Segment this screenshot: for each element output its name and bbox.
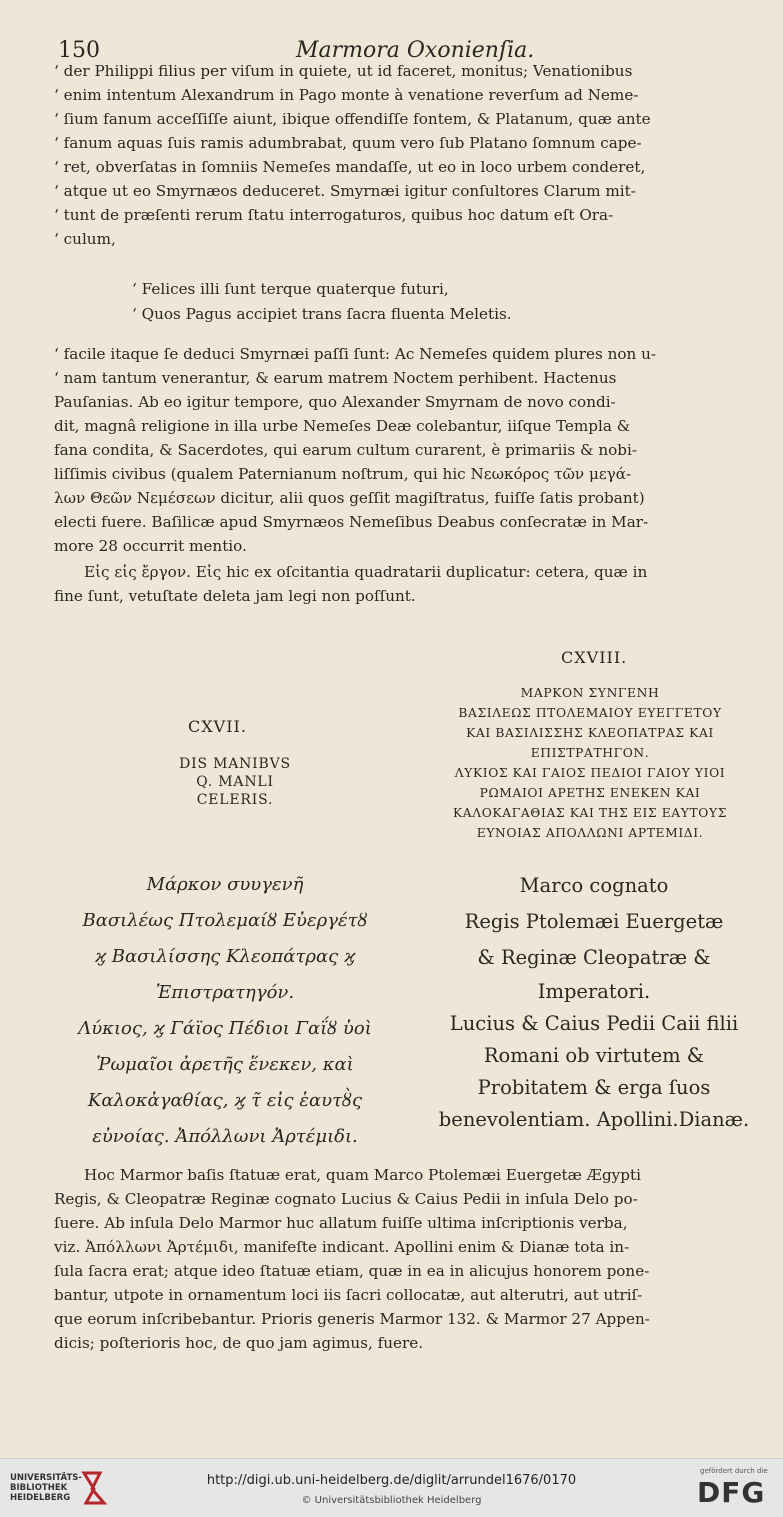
page-number: 150 <box>58 38 100 63</box>
text-line: ‘ ret, obverſatas in ſomniis Nemeſes mandaſſe, ut eo in loco urbem conderet, <box>54 158 646 176</box>
latin-line: Marco cognato <box>519 874 669 897</box>
inscription-118-number: CXVIII. <box>561 648 628 667</box>
greek-line: ϗ Βασιλίσσης Κλεοπάτρας ϗ <box>94 946 356 967</box>
text-line: ‘ culum, <box>54 230 116 248</box>
text-line: λων Θεῶν Νεμέσεων dicitur, alii quos geſſit magiſtratus, fuiſſe ſatis probant) <box>54 489 645 507</box>
text-line: viz. Ἀπόλλωνι Ἀρτέμιδι, manifeſte indicant. Apollini enim & Dianæ tota in- <box>54 1238 630 1256</box>
inscription-118-line: ΒΑΣΙΛΕΩΣ ΠΤΟΛΕΜΑΙΟΥ ΕΥΕΓΓΕΤΟΥ <box>458 706 722 720</box>
inscription-118-line: ΡΩΜΑΙΟΙ ΑΡΕΤΗΣ ΕΝΕΚΕΝ ΚΑΙ <box>479 786 701 800</box>
greek-line: εὐνοίας. Ἀπόλλωνι Ἀρτέμιδι. <box>92 1126 358 1147</box>
text-line: dit, magnâ religione in illa urbe Nemeſes Deæ colebantur, iiſque Templa & <box>54 417 631 435</box>
running-title: Marmora Oxonienſia. <box>296 38 535 63</box>
inscription-117-line: Q. MANLI <box>196 774 274 790</box>
latin-line: Probitatem & erga ſuos <box>477 1076 711 1099</box>
text-line: que eorum inſcribebantur. Prioris generis Marmor 132. & Marmor 27 Appen- <box>54 1310 650 1328</box>
inscription-117-line: DIS MANIBVS <box>179 756 291 772</box>
text-line: Εἰς εἰς ἔργον. Εἰς hic ex oſcitantia quadratarii duplicatur: cetera, quæ in <box>84 563 648 581</box>
greek-line: Ἐπιστρατηγόν. <box>155 982 295 1003</box>
text-line: ‘ facile itaque ſe deduci Smyrnæi paſſi ſunt: Ac Nemeſes quidem plures non u- <box>54 345 657 363</box>
text-line: ‘ nam tantum venerantur, & earum matrem Noctem perhibent. Hactenus <box>54 369 617 387</box>
latin-line: Regis Ptolemæi Euergetæ <box>464 910 724 933</box>
latin-line: Romani ob virtutem & <box>483 1044 705 1067</box>
inscription-118-line: ΜΑΡΚΟΝ ΣΥΝΓΕΝΗ <box>520 686 660 700</box>
text-line: ſuere. Ab inſula Delo Marmor huc allatum fuiſſe ultima inſcriptionis verba, <box>54 1214 628 1232</box>
greek-line: Ῥωμαῖοι ἀρετῆς ἕνεκεν, καὶ <box>96 1054 354 1075</box>
text-line: ‘ fanum aquas ſuis ramis adumbrabat, quum vero ſub Platano ſomnum cape- <box>54 134 642 152</box>
text-line: fana condita, & Sacerdotes, qui earum cultum curarent, è primariis & nobi- <box>54 441 637 459</box>
copyright-notice: © Universitätsbibliothek Heidelberg <box>301 1495 482 1506</box>
text-line: ‘ der Philippi filius per viſum in quiete, ut id faceret, monitus; Venationibus <box>54 62 633 80</box>
verse-line: ‘ Quos Pagus accipiet trans ſacra fluenta Meletis. <box>132 305 512 323</box>
inscription-118-line: ΚΑΙ ΒΑΣΙΛΙΣΣΗΣ ΚΛΕΟΠΑΤΡΑΣ ΚΑΙ <box>466 726 714 740</box>
inscription-118-line: ΚΑΛΟΚΑΓΑΘΙΑΣ ΚΑΙ ΤΗΣ ΕΙΣ ΕΑΥΤΟΥΣ <box>453 806 727 820</box>
inscription-118-line: ΛΥΚΙΟΣ ΚΑΙ ΓΑΙΟΣ ΠΕΔΙΟΙ ΓΑΙΟΥ ΥΙΟΙ <box>454 766 726 780</box>
inscription-118-line: ΕΠΙΣΤΡΑΤΗΓΟΝ. <box>530 746 650 760</box>
text-line: ‘ tunt de præſenti rerum ſtatu interrogaturos, quibus hoc datum eſt Ora- <box>54 206 614 224</box>
viewer-footer <box>0 1458 783 1517</box>
funding-note: gefördert durch die <box>700 1467 768 1475</box>
latin-line: & Reginæ Cleopatræ & <box>477 946 711 969</box>
text-line: Pauſanias. Ab eo igitur tempore, quo Alexander Smyrnam de novo condi- <box>54 393 616 411</box>
verse-line: ‘ Felices illi ſunt terque quaterque futuri, <box>132 280 449 298</box>
text-line: ‘ ſium fanum acceſſiſſe aiunt, ibique offendiſſe fontem, & Platanum, quæ ante <box>54 110 651 128</box>
dfg-logo: DFG <box>697 1476 766 1509</box>
inscription-117-line: CELERIS. <box>196 792 274 808</box>
greek-line: Βασιλέως Πτολεμαίȣ Εὐεργέτȣ <box>82 910 368 931</box>
greek-line: Λύκιος, ϗ Γάϊος Πέδιοι Γαΐȣ ὑοὶ <box>78 1018 372 1039</box>
greek-line: Καλοκἀγαθίας, ϗ τ̃ εἰς ἑαυτȣ̀ς <box>87 1090 363 1111</box>
greek-line: Μάρκον συυγενῆ <box>146 874 304 895</box>
text-line: dicis; poſterioris hoc, de quo jam agimus, fuere. <box>54 1334 424 1352</box>
text-line: Hoc Marmor baſis ſtatuæ erat, quam Marco Ptolemæi Euergetæ Ægypti <box>84 1166 641 1184</box>
text-line: electi fuere. Baſilicæ apud Smyrnæos Nemeſibus Deabus conſecratæ in Mar- <box>54 513 649 531</box>
text-line: Regis, & Cleopatræ Reginæ cognato Lucius & Caius Pedii in inſula Delo po- <box>54 1190 638 1208</box>
text-line: ‘ atque ut eo Smyrnæos deduceret. Smyrnæi igitur conſultores Clarum mit- <box>54 182 636 200</box>
text-line: bantur, utpote in ornamentum loci iis ſacri collocatæ, aut alterutri, aut utriſ- <box>54 1286 643 1304</box>
text-line: ſula ſacra erat; atque ideo ſtatuæ etiam, quæ in ea in alicujus honorem pone- <box>54 1262 650 1280</box>
library-name: UNIVERSITÄTS- BIBLIOTHEK HEIDELBERG <box>10 1473 82 1503</box>
inscription-117-number: CXVII. <box>188 717 247 736</box>
text-line: ‘ enim intentum Alexandrum in Pago monte à venatione reverſum ad Neme- <box>54 86 639 104</box>
latin-line: benevolentiam. Apollini.Dianæ. <box>438 1108 750 1131</box>
latin-line: Imperatori. <box>537 980 651 1003</box>
text-line: fine ſunt, vetuſtate deleta jam legi non poſſunt. <box>54 587 416 605</box>
text-line: more 28 occurrit mentio. <box>54 537 247 555</box>
text-line: liſſimis civibus (qualem Paternianum noſtrum, qui hic Νεωκόρος τῶν μεγά- <box>54 465 632 483</box>
latin-line: Lucius & Caius Pedii Caii filii <box>449 1012 739 1035</box>
inscription-118-line: ΕΥΝΟΙΑΣ ΑΠΟΛΛΩΝΙ ΑΡΤΕΜΙΔΙ. <box>476 826 704 840</box>
permalink-url[interactable]: http://digi.ub.uni-heidelberg.de/diglit/arrundel1676/0170 <box>206 1473 577 1488</box>
